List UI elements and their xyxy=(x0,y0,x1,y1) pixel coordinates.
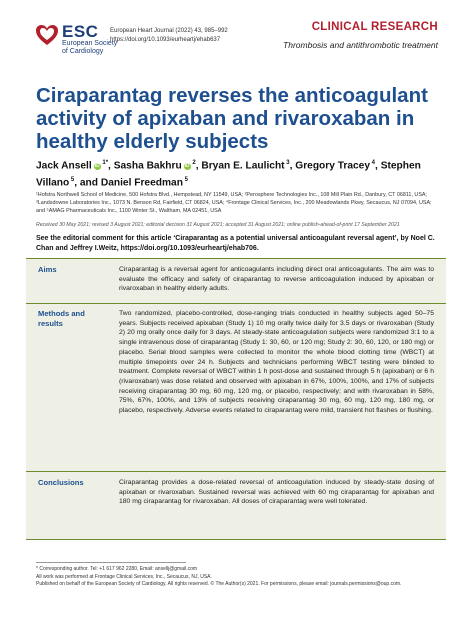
author-name: Stephen Villano xyxy=(36,160,421,189)
author-separator: , xyxy=(375,160,381,172)
author-affiliation-mark: 4 xyxy=(370,160,376,166)
author-name: Bryan E. Laulicht xyxy=(201,160,285,172)
abstract-label-methods: Methods and results xyxy=(38,309,85,328)
author-name: Gregory Tracey xyxy=(295,160,371,172)
esc-logo-text: ESC xyxy=(62,22,99,41)
author-name: Daniel Freedman xyxy=(100,177,183,189)
abstract-bottom-rule xyxy=(26,539,446,540)
abstract-text-aims: Ciraparantag is a reversal agent for anticoagulants including direct oral anticoagulants. The aim was to evaluate the efficacy and safety of ciraparantag to reverse anticoagulation induced by apixaban or rivaroxaban in healthy elderly adults. xyxy=(119,266,434,293)
structured-abstract xyxy=(26,258,446,540)
footnote-work-location: All work was performed at Frontage Clinical Services, Inc., Secaucus, NJ, USA. xyxy=(36,573,212,580)
abstract-text-conclusions: Ciraparantag provides a dose-related reversal of anticoagulation induced by steady-state dosing of apixaban or rivaroxaban. Sustained reversal was achieved with 60 mg ciraparantag for apixaban and 180 mg ciraparantag for rivaroxaban. All doses of ciraparantag were well tolerated. xyxy=(119,479,434,506)
author-separator: , xyxy=(195,160,202,172)
footnote-rule xyxy=(36,562,186,563)
author-affiliation-mark: 5 xyxy=(182,177,188,184)
section-label: CLINICAL RESEARCH xyxy=(311,21,438,33)
esc-logo-subtitle: European Society of Cardiology xyxy=(62,40,118,56)
editorial-note[interactable]: See the editorial comment for this article ‘Ciraparantag as a potential universal anticoagulant reversal agent’, by Noel C. Chan and Jeffrey I.Weitz, https://doi.org/10.1093/eurheartj/ehab706. xyxy=(36,235,435,252)
affiliations: ¹Hofstra Northwell School of Medicine, 500 Hofstra Blvd., Hempstead, NY 11549, USA; ²Perosphere Technologies Inc., 108 Mill Plain Rd., Danbury, CT 06811, USA; ³Landsdowne Laboratories Inc., 1073 N. Benson Rd, Fairfield, CT 06824, USA; ⁴Frontage Clinical Services, Inc., 200 Meadowlands Pkwy, Secaucus, NJ 07094, USA; and ⁵AMAG Pharmaceuticals Inc., 1100 Winter St., Waltham, MA 02451, USA xyxy=(36,192,432,214)
abstract-text-methods: Two randomized, placebo-controlled, dose-ranging trials conducted in healthy subjects aged 50–75 years. Subjects received apixaban (Study 1) 10 mg orally twice daily for 3.5 days or rivaroxaban (Study 2) 20 mg orally once daily for 3 days. At steady-state anticoagulation subjects were randomized 3:1 to a single intravenous dose of ciraparantag (Study 1: 30, 60, or 120 mg; Study 2: 30, 60, 120, or 180 mg) or placebo. Serial blood samples were collected to monitor the whole blood clotting time (WBCT) at multiple timepoints over 24 h. Subjects and technicians performing WBCT testing were blinded to treatment. Complete reversal of WBCT within 1 h post-dose and sustained through 5 h (apixaban) or 6 h (rivaroxaban) was dose related and observed with apixaban in 67%, 100%, 100%, and 17% of subjects receiving ciraparantag 30 mg, 60 mg, 120 mg, or placebo, respectively; and with rivaroxaban in 58%, 75%, 67%, 100%, and 13% of subjects receiving ciraparantag 30 mg, 60 mg, 120 mg, 180 mg, or placebo, respectively. Adverse events related to ciraparantag were mild, transient hot flashes or flushing. xyxy=(119,310,434,415)
abstract-divider xyxy=(26,303,446,304)
abstract-top-rule xyxy=(26,258,446,259)
article-title: Ciraparantag reverses the anticoagulant activity of apixaban and rivaroxaban in healthy elderly subjects xyxy=(36,84,428,153)
orcid-icon[interactable]: iD xyxy=(94,163,100,170)
author-affiliation-mark: 1* xyxy=(100,160,109,166)
author-affiliation-mark: 2 xyxy=(190,160,196,166)
section-subtitle: Thrombosis and antithrombotic treatment xyxy=(283,40,438,50)
journal-citation: European Heart Journal (2022) 43, 985–992 xyxy=(110,28,228,34)
author-name: Sasha Bakhru xyxy=(113,160,182,172)
author-name: Jack Ansell xyxy=(36,160,92,172)
author-list xyxy=(36,156,446,191)
abstract-label-aims: Aims xyxy=(38,265,57,274)
journal-doi[interactable]: https://doi.org/10.1093/eurheartj/ehab637 xyxy=(110,37,221,43)
footnotes xyxy=(36,566,446,589)
orcid-icon[interactable]: iD xyxy=(184,163,190,170)
article-dates: Received 30 May 2021; revised 3 August 2021; editorial decision 31 August 2021; accepted 31 August 2021; online publish-ahead-of-print 17 September 2021 xyxy=(36,222,400,228)
journal-meta xyxy=(110,27,228,45)
footnote-corresponding: * Corresponding author. Tel: +1 617 962 2280, Email: ansellj@gmail.com xyxy=(36,566,198,572)
author-separator: , xyxy=(108,160,114,172)
abstract-divider xyxy=(26,471,446,472)
abstract-label-conclusions: Conclusions xyxy=(38,478,84,487)
author-affiliation-mark: 3 xyxy=(284,160,290,166)
author-affiliation-mark: 5 xyxy=(69,177,75,184)
page-header xyxy=(0,0,474,64)
footnote-copyright: Published on behalf of the European Society of Cardiology. All rights reserved. © The Author(s) 2021. For permissions, please email: journals.permissions@oup.com. xyxy=(36,581,402,587)
esc-heart-logo-icon xyxy=(35,24,59,46)
author-separator: , xyxy=(289,160,296,172)
author-separator: , and xyxy=(74,177,101,189)
